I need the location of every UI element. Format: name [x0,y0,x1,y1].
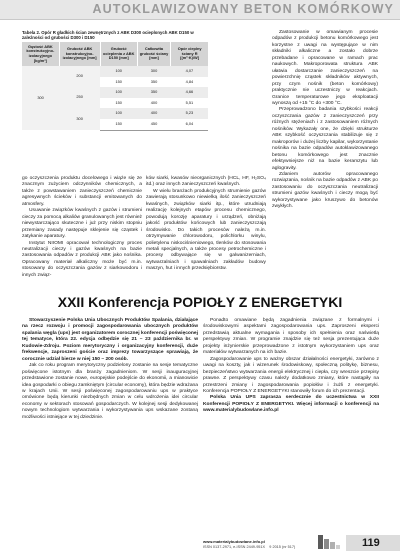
table-cell: 150 [115,99,122,105]
paragraph: Usuwanie związków kwaśnych z gazów i strumieni cieczy za pomocą alkaliów granulowanych jest również niewystarczająco skuteczne i już przy niskim stopniu przemiany zasady następuje sklejenie się cząstek i zatykanie aparatury. [22,208,142,240]
table-cell: 6,04 [171,119,208,130]
thickness-cell: 300 [59,108,100,130]
paragraph: Zastosowanie w omawianym procesie odpadów z produkcji betonu komórkowego jest korzystne z uwagi na występujące w nim składniki alkaliczne a zostało dobrze przebadane i opracowane w ramach prac naukowych. Makroporowata struktura ABK ułatwia dostarczanie zanieczyszczeń na powierzchnię cząstek składników aktywnych, przy czym nośnik (beton komórkowy) praktycznie nie uczestniczy w reakcjach. Granice temperaturowe jego eksploatacji wynoszą od +15 °C do +300 °C. [272,30,378,106]
issue-text: 9 2015 (nr 517) [269,545,296,549]
paragraph: Jak co roku program merytoryczny podzielony zostanie na sesje tematyczne poświęcone istotnym dla branży zagadnieniom. W sesji inauguracyjnej przedstawione zostanie nowe, europejskie podejście do ekonomii, a mianowicie idea gospodarki o obiegu zamkniętym (circular economy), która będzie wdrażana w krajach Unii. W sesji poświęconej zagospodarowaniu ups w praktyce omówione będą kierunki niezbędnych zmian w celu wdrożenia idei circular economy w sektorach stosowań gospodarczych. W kolejnej sesji dedykowanej nowym technologiom wytwarzania i wykorzystywania ups wskazane zostaną możliwości istniejące w tej dziedzinie. [22,363,198,420]
header-total: Całkowita grubość ściany [mm] [137,42,170,66]
header-resistance: Opór cieplny ściany R [(m²·K)/W] [171,42,208,66]
paragraph: Przeprowadzono badania szybkości reakcji oczyszczania gazów z zanieczyszczeń przy różnych stężeniach i z zastosowaniem różnych nośników. Wykazały one, że dzięki strukturze ABK szybkość oczyszczania stabilizuje się z makroporów i dużej liczby kapilar, wykorzystanie nośnika na bazie odpadów autoklawizowanego betonu komórkowego jest znacznie efektywniejsze niż na bazie keramzytu lub aglogravity. [272,107,378,171]
paragraph: Instytut NIIOMI opracował technologiczny proces neutralizacji cieczy i gazów kwaśnych na bazie zastosowania odpadów z produkcji ABK jako nośnika. Opracowany materiał alkaliczny może być m.in. stosowany do oczyszczania gazów z siarkowodoru i innych związ- [22,240,142,278]
table-cell: 5,51 [185,99,194,105]
conference-column-right [203,318,379,415]
table-cell: 400 [150,99,158,105]
thickness-cell: 250 [59,87,100,108]
table-cell: 150 [115,78,122,84]
table-row [22,66,208,77]
header-thickness: Grubość ABK konstrukcyjno-izolacyjnego [mm] [59,42,100,66]
article-column-left [22,176,142,279]
thickness-cell: 200 [59,66,100,87]
table-header-row [22,42,208,66]
table-cell: 400 [137,108,170,119]
table-cell: 450 [137,119,170,130]
table-cell: 350 [137,87,170,98]
thermal-resistance-table [22,42,208,131]
paragraph: Polska Unia UPS zaprasza serdecznie do uczestnictwa w XXII Konferencji POPIOŁY Z ENERGETYKI. Więcej informacji o konferencji na www.materialybudowlane.info.pl [203,395,379,414]
issn-text: ISSN 0137-2971, e-ISSN 2449-951X [203,545,266,549]
journal-banner [0,0,400,20]
paragraph: Zagospodarowanie ups to ważny obszar działalności energetyki, zarówno z uwagi na koszty, jak i wizerunek środowiskowy, społeczną politykę, biznesu, bezpieczeństwo wytwarzania energii elektrycznej i ciepła, czy wreszcie przepisy prawne. Z perspektywy czasu należy dodatkowo zmiany, które nastąpiły na przestrzeni zmiany i zagospodarowania popiołów i żużli z energetyki. Konferencja POPIOŁY Z ENERGETYKI stanowiły forum do ich prezentacji. [203,356,379,394]
paragraph: ków siarki, kwasów nieorganicznych (HCL, HF, H₂SO₄ itd.) oraz innych zanieczyszczeń kwaśnych. [146,176,266,188]
table-cell: 5,23 [171,108,208,119]
header-density: Gęstość ABK konstrukcyjno-izolacyjnego [kg/m³] [22,42,59,66]
paragraph: Zdaniem autorów opracowanego rozwiązania, nośnik na bazie odpadów z ABK po zastosowaniu do oczyszczania neutralizacji strumieni gazów kwaśnych i cieczy mogą być wykorzystywane jako kruszywo do betonów zwykłych. [272,171,378,210]
table-cell: 4,66 [171,87,208,98]
table-cell: 350 [150,78,158,84]
density-cell: 300 [22,66,59,130]
journal-logo [316,532,342,552]
footer-url: www.materialybudowlane.info.pl [203,539,265,544]
paragraph: go oczyszczenia produktu docelowego i wiąże się ze znacznym zużyciem odczynników chemicznych, a także z powstawaniem zanieczyszczeń chemicznie agresywnych ścieków i substancji emitowanych do atmosfery. [22,176,142,207]
conference-column-left [22,318,198,421]
article-column-middle [146,176,266,273]
paragraph: W wielu branżach produkcyjnych strumienie gazów zawierają stosunkowo niewielką ilość zanieczyszczeń kwaśnych, związków siarki itp., które utrudniają realizację kolejnych etapów procesu chemicznego, powodują korozję aparatury i urządzeń, obniżają jakość produktów końcowych lub zanieczyszczają środowisko. Do takich procesów należą m.in. otrzymywanie chlorowodoru, polichlorku winylu, polietylenu niskociśnieniowego, tlenków do stosowania metali specjalnych, a także procesy petrochemiczne i procesy odbywające się w galwanizerniach, wytwarzalniach i spawalniach zakładów budowy maszyn, hut i innych przedsiębiorstw. [146,188,266,272]
conference-title: XXII Konferencja POPIOŁY Z ENERGETYKI [57,294,343,310]
table-cell: 100 [100,87,137,98]
header-insulation: Grubość ocieplenia z ABK D150 [mm] [100,42,137,66]
paragraph: Ponadto omawiane będą zagadnienia związane z formalnymi i środowiskowymi aspektami zagospodarowania ups. Zaproszeni eksperci przedstawią aktualne wymagania i sposoby ich spełnienia oraz naświetlą perspektywy zmian. W programie znajdzie się też sesja prezentująca duże projekty inżynierskie przeprowadzone z istotnym wykorzystaniem ups oraz materiałów wytwarzanych na ich bazie. [203,318,379,356]
table-cell: 100 [100,66,137,77]
table-caption: Tabela 2. Opór R gładkich ścian zewnętrznych z ABK D300 ocieplonych ABK D150 w zależności od grubości D300 i D150 [22,30,194,41]
table-cell: 4,07 [171,66,208,77]
table-cell: 100 [100,108,137,119]
table-cell: 150 [100,119,137,130]
paragraph: Stowarzyszenie Polska Unia Ubocznych Produktów Spalania, działające na rzecz rozwoju i promocji zagospodarowania ubocznych produktów spalania węgla (ups) jest organizatorem corocznej konferencji poświęconej tej tematyce, która 22. edycja odbędzie się 21 – 23 października br. w Kudowie-Zdroju. Poziom merytoryczny i organizacyjny konferencji, duże frekwencje, zaproszeni goście oraz imprezy towarzyszące sprawiają, że corocznie udział bierze w niej 150 – 200 osób. [22,318,198,362]
table-cell: 4,84 [185,78,194,84]
page-number: 119 [346,535,400,551]
footer-issn [203,545,295,549]
journal-logo-icon [317,533,341,551]
journal-banner-title: AUTOKLAWIZOWANY BETON KOMÓRKOWY [92,2,394,16]
article-column-right [272,30,378,211]
table-cell: 300 [137,66,170,77]
